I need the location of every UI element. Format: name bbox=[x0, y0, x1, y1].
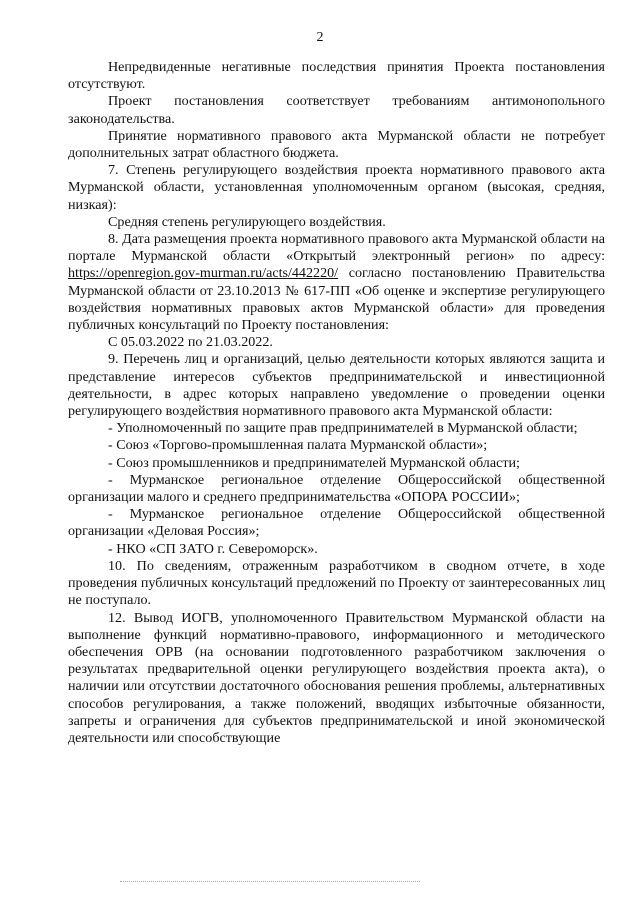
list-item-industrialists: - Союз промышленников и предпринимателей Мурманской области; bbox=[108, 454, 520, 471]
scan-artifact-line bbox=[120, 878, 420, 882]
paragraph-budget: Принятие нормативного правового акта Мурманской области не потребует дополнительных затрат областного бюджета. bbox=[68, 127, 605, 162]
list-item-chamber: - Союз «Торгово-промышленная палата Мурманской области»; bbox=[108, 437, 488, 454]
paragraph-consequences: Непредвиденные негативные последствия принятия Проекта постановления отсутствуют. bbox=[68, 59, 605, 93]
openregion-link[interactable]: https://openregion.gov-murman.ru/acts/442220/ bbox=[68, 265, 339, 282]
list-item-opora: - Мурманское региональное отделение Общероссийской общественной организации малого и среднего предпринимательства «ОПОРА РОССИИ»; bbox=[68, 471, 605, 506]
paragraph-antimonopoly: Проект постановления соответствует требованиям антимонопольного законодательства. bbox=[68, 93, 605, 127]
list-item-nko: - НКО «СП ЗАТО г. Североморск». bbox=[108, 540, 318, 557]
paragraph-item-10: 10. По сведениям, отраженным разработчиком в сводном отчете, в ходе проведения публичных консультаций предложений по Проекту от заинтересованных лиц не поступало. bbox=[68, 557, 605, 609]
paragraph-item-12: 12. Вывод ИОГВ, уполномоченного Правительством Мурманской области на выполнение функций нормативно-правового, информационного и методического обеспечения ОРВ (на основании подготовленного разработчиком заключения о результатах предварительной оценки регулирующего воздействия проекта акта), о наличии или отсутствии достаточного обоснования решения проблемы, альтернативных способов регулирования, а также положений, вводящих избыточные обязанности, запреты и ограничения для субъектов предпринимательской и иной экономической деятельности или способствующие bbox=[68, 609, 605, 746]
paragraph-item-8 bbox=[68, 231, 605, 334]
paragraph-item-7: 7. Степень регулирующего воздействия проекта нормативного правового акта Мурманской области, установленная уполномоченным органом (высокая, средняя, низкая): bbox=[68, 162, 605, 213]
paragraph-impact-degree: Средняя степень регулирующего воздействия. bbox=[108, 213, 386, 230]
paragraph-item-9: 9. Перечень лиц и организаций, целью деятельности которых являются защита и представление интересов субъектов предпринимательской и инвестиционной деятельности, в адрес которых направлено уведомление о проведении оценки регулирующего воздействия нормативного правового акта Мурманской области: bbox=[68, 351, 605, 420]
list-item-ombudsman: - Уполномоченный по защите прав предпринимателей в Мурманской области; bbox=[108, 420, 578, 437]
list-item-delovaya: - Мурманское региональное отделение Общероссийской общественной организации «Деловая Россия»; bbox=[68, 506, 605, 540]
item-8-text: 8. Дата размещения проекта нормативного правового акта Мурманской области на портале Мурманской области «Открытый электронный регион» по адресу: bbox=[68, 231, 605, 265]
item-8-text-cont: согласно постановлению Правительства Мурманской области от 23.10.2013 № 617-ПП «Об оценке и экспертизе регулирующего воздействия нормативных правовых актов Мурманской области» для проведения публичных консультаций по Проекту постановления: bbox=[68, 265, 605, 334]
document-body bbox=[68, 59, 605, 747]
paragraph-dates: С 05.03.2022 по 21.03.2022. bbox=[108, 334, 273, 351]
page-number: 2 bbox=[316, 30, 324, 45]
